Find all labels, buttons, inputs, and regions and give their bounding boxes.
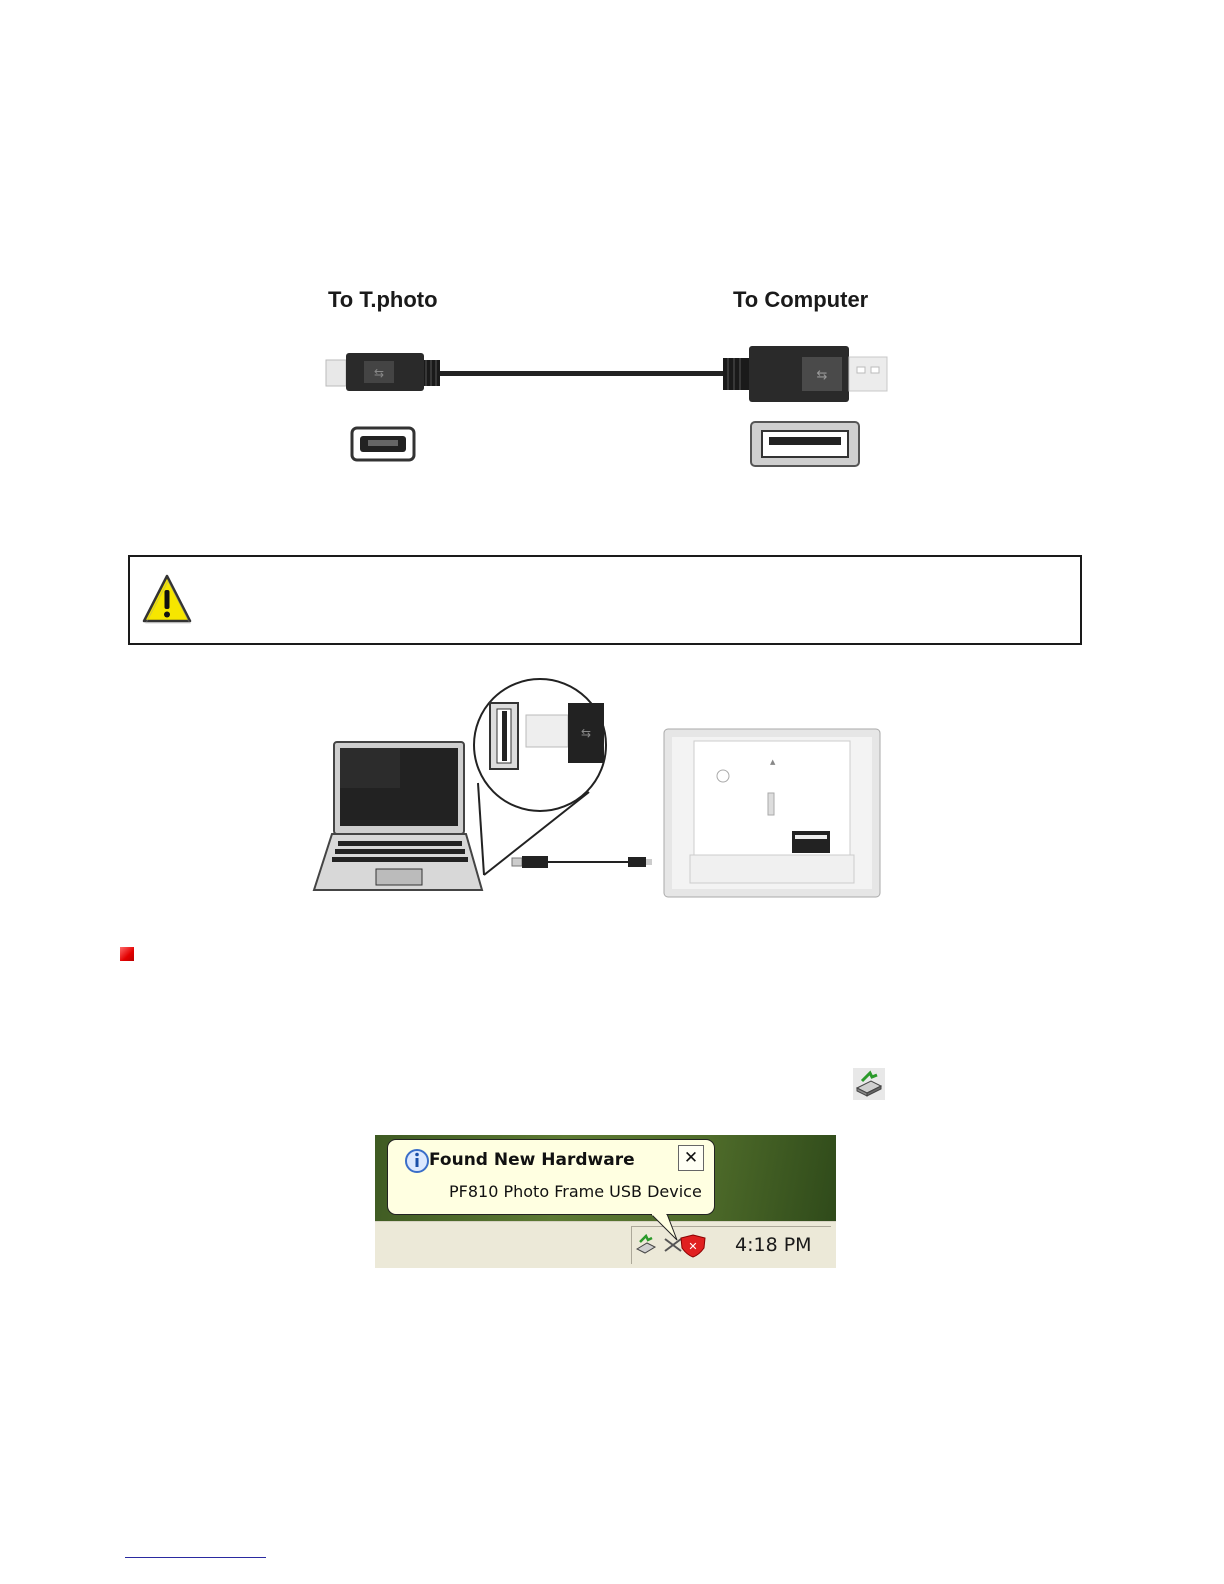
svg-text:⇆: ⇆: [816, 368, 828, 383]
info-icon: [403, 1147, 431, 1175]
balloon-pointer: [645, 1214, 685, 1242]
balloon-title: Found New Hardware: [429, 1150, 635, 1170]
svg-text:▲: ▲: [770, 758, 776, 766]
system-clock[interactable]: 4:18 PM: [735, 1234, 812, 1256]
laptop-to-photo-frame-illustration: [310, 665, 890, 905]
warning-icon: [142, 573, 192, 627]
svg-text:⇆: ⇆: [580, 726, 592, 740]
balloon-message: PF810 Photo Frame USB Device: [449, 1182, 702, 1201]
balloon-close-button[interactable]: [678, 1145, 704, 1171]
usb-cable-illustration: [320, 340, 900, 475]
svg-text:⇆: ⇆: [373, 366, 385, 380]
safely-remove-hardware-icon: [853, 1068, 885, 1100]
section-bullet: [120, 947, 134, 961]
found-new-hardware-screenshot: [375, 1135, 836, 1268]
footnote-separator: [125, 1557, 266, 1558]
close-icon: ✕: [683, 1148, 699, 1168]
svg-text:✕: ✕: [688, 1240, 698, 1253]
to-computer-label: To Computer: [733, 287, 869, 312]
warning-note-box: [128, 555, 1082, 645]
to-tphoto-label: To T.photo: [328, 287, 438, 312]
